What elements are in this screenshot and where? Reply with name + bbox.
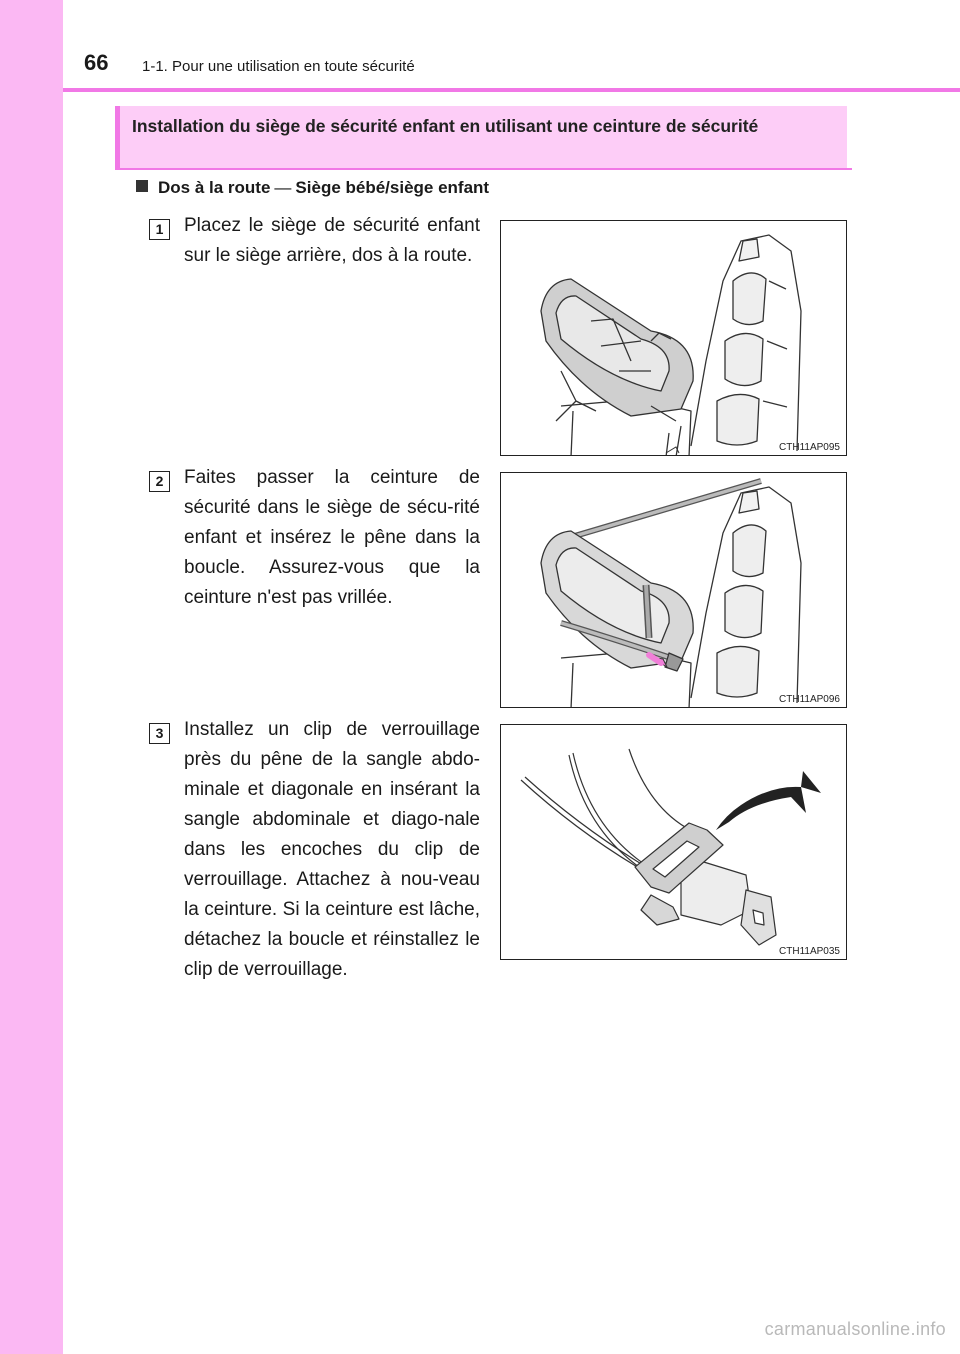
subheading <box>136 178 489 198</box>
subheading-left: Dos à la route <box>158 178 271 197</box>
step-1-text: Placez le siège de sécurité enfant sur le siège arrière, dos à la route. <box>184 215 480 266</box>
figure-code-2: CTH11AP096 <box>779 694 840 705</box>
section-heading-box <box>115 106 847 168</box>
chapter-header: 1-1. Pour une utilisation en toute sécurité <box>142 58 415 75</box>
figure-step-1 <box>500 220 847 456</box>
section-underline <box>115 168 852 170</box>
figure-step-3 <box>500 724 847 960</box>
header-rule <box>63 88 960 92</box>
subheading-right: Siège bébé/siège enfant <box>295 178 490 197</box>
figure-code-3: CTH11AP035 <box>779 946 840 957</box>
figure-step-2 <box>500 472 847 708</box>
step-3-text: Installez un clip de verrouillage près du pêne de la sangle abdo-minale et diagonale en insérant la sangle abdominale et diago-nale dans les encoches du clip de verrouillage. Attachez à nou-veau la ceinture. Si la ceinture est lâche, détachez la boucle et réinstallez le clip de verrouillage. <box>184 719 480 980</box>
page-number: 66 <box>84 50 109 75</box>
step-3-number: 3 <box>149 723 170 744</box>
subheading-dash: — <box>274 178 292 197</box>
side-tab-strip <box>0 0 63 1354</box>
section-title: Installation du siège de sécurité enfant en utilisant une ceinture de sécurité <box>132 116 759 136</box>
rear-seat-infant-seat-illustration <box>501 221 847 456</box>
step-1-number: 1 <box>149 219 170 240</box>
watermark: carmanualsonline.info <box>764 1319 946 1339</box>
locking-clip-illustration <box>501 725 847 960</box>
seatbelt-routing-illustration <box>501 473 847 708</box>
step-2-number: 2 <box>149 471 170 492</box>
step-2-text: Faites passer la ceinture de sécurité dans le siège de sécu-rité enfant et insérez le pêne dans la boucle. Assurez-vous que la ceinture n'est pas vrillée. <box>184 467 480 608</box>
square-bullet-icon <box>136 180 148 192</box>
figure-code-1: CTH11AP095 <box>779 442 840 453</box>
